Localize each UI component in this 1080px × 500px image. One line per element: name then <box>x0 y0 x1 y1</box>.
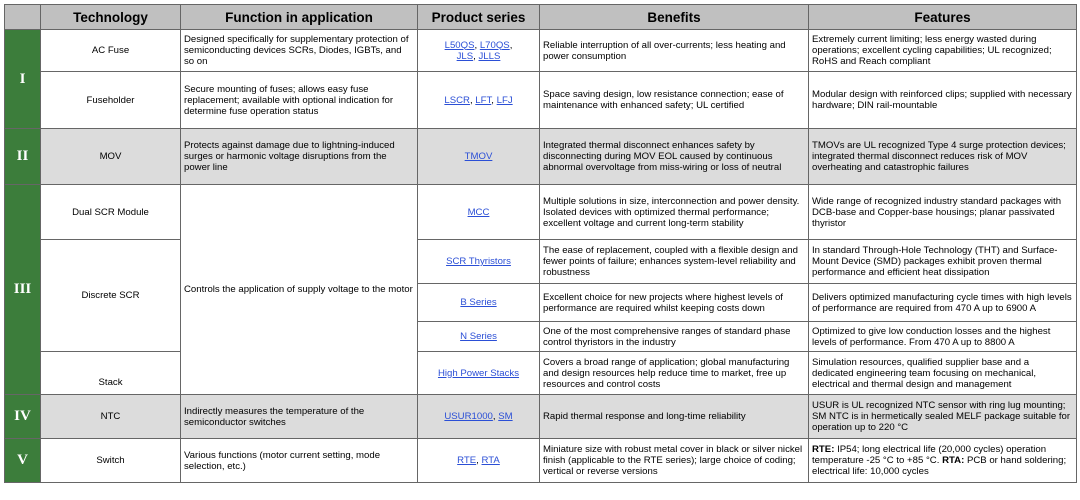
function-cell: Designed specifically for supplementary protection of semiconducting devices SCRs, Diodes, IGBTs, and so on <box>181 30 418 72</box>
series-link-lft[interactable]: LFT <box>475 94 492 106</box>
series-link-n-series[interactable]: N Series <box>460 331 497 342</box>
function-cell: Indirectly measures the temperature of the semiconductor switches <box>181 395 418 439</box>
table-row <box>5 395 1077 439</box>
product-table <box>4 4 1077 483</box>
roman-numeral-IV: IV <box>5 395 41 439</box>
benefits-cell: Excellent choice for new projects where highest levels of performance are required whilst keeping costs down <box>540 284 809 322</box>
technology-cell: Switch <box>41 439 181 483</box>
table-row <box>5 185 1077 240</box>
features-cell: USUR is UL recognized NTC sensor with ring lug mounting; SM NTC is in hermetically sealed MELF package suitable for operation up to 220 °C <box>809 395 1077 439</box>
features-cell: TMOVs are UL recognized Type 4 surge protection devices; integrated thermal disconnect reduces risk of MOV overheating and catastrophic failures <box>809 129 1077 185</box>
technology-cell: Discrete SCR <box>41 240 181 352</box>
series-link-sm[interactable]: SM <box>498 411 513 422</box>
technology-cell: Fuseholder <box>41 72 181 129</box>
benefits-cell: One of the most comprehensive ranges of standard phase control thyristors in the industry <box>540 322 809 352</box>
benefits-cell: The ease of replacement, coupled with a flexible design and fewer points of failure; enhances system-level reliability and robustness <box>540 240 809 284</box>
table-row <box>5 30 1077 72</box>
roman-numeral-I: I <box>5 30 41 129</box>
series-cell <box>418 240 540 284</box>
features-cell: Modular design with reinforced clips; supplied with necessary hardware; DIN rail-mountable <box>809 72 1077 129</box>
series-link-high-power-stacks[interactable]: High Power Stacks <box>437 367 520 379</box>
benefits-cell: Miniature size with robust metal cover in black or silver nickel finish (applicable to the RTE series); large choice of coding; vertical or reverse versions <box>540 439 809 483</box>
benefits-cell: Space saving design, low resistance connection; ease of maintenance with enhanced safety; UL certified <box>540 72 809 129</box>
series-cell <box>418 322 540 352</box>
series-cell <box>418 284 540 322</box>
features-cell: In standard Through-Hole Technology (THT) and Surface-Mount Device (SMD) packages exhibit proven thermal performance and efficient heat dissipation <box>809 240 1077 284</box>
benefits-cell: Reliable interruption of all over-currents; less heating and power consumption <box>540 30 809 72</box>
function-cell-shared: Controls the application of supply voltage to the motor <box>181 185 418 395</box>
features-text-rta: PCB or hand soldering; electrical life: 10,000 cycles <box>812 455 1067 477</box>
technology-cell: MOV <box>41 129 181 185</box>
series-link-scr-thyristors[interactable]: SCR Thyristors <box>446 256 511 267</box>
table-row <box>5 72 1077 129</box>
table-row <box>5 439 1077 483</box>
technology-cell: Dual SCR Module <box>41 185 181 240</box>
series-link-rta[interactable]: RTA <box>481 455 500 466</box>
features-label-rta: RTA: <box>942 455 965 466</box>
table-row <box>5 352 1077 395</box>
table-row <box>5 240 1077 284</box>
features-label-rte: RTE: <box>812 444 835 455</box>
series-link-usur1000[interactable]: USUR1000 <box>444 411 493 422</box>
series-cell: L50QS, L70QS, JLS, JLLS <box>418 30 540 72</box>
series-cell <box>418 352 540 395</box>
header-benefits: Benefits <box>540 5 809 30</box>
features-cell: Delivers optimized manufacturing cycle times with high levels of performance are required from 470 A up to 6900 A <box>809 284 1077 322</box>
technology-cell: NTC <box>41 395 181 439</box>
features-cell <box>809 439 1077 483</box>
series-link-jls[interactable]: JLS <box>456 50 474 62</box>
features-cell: Wide range of recognized industry standard packages with DCB-base and Copper-base housings; planar passivated thyristor <box>809 185 1077 240</box>
series-link-b-series[interactable]: B Series <box>460 297 497 308</box>
technology-cell: Stack <box>41 352 181 395</box>
series-cell: LSCR, LFT, LFJ <box>418 72 540 129</box>
series-cell: USUR1000, SM <box>418 395 540 439</box>
function-cell: Protects against damage due to lightning-induced surges or harmonic voltage disruptions from the power line <box>181 129 418 185</box>
series-link-tmov[interactable]: TMOV <box>464 151 493 162</box>
series-link-l50qs[interactable]: L50QS <box>444 39 475 51</box>
roman-numeral-II: II <box>5 129 41 185</box>
header-features: Features <box>809 5 1077 30</box>
header-series: Product series <box>418 5 540 30</box>
series-cell: RTE, RTA <box>418 439 540 483</box>
features-cell: Simulation resources, qualified supplier base and a dedicated engineering team focusing on mechanical, electrical and thermal design and management <box>809 352 1077 395</box>
benefits-cell: Covers a broad range of application; global manufacturing and design resources help reduce time to market, free up resources and control costs <box>540 352 809 395</box>
benefits-cell: Integrated thermal disconnect enhances safety by disconnecting during MOV EOL caused by continuous abnormal overvoltage from miss-wiring or loss of neutral <box>540 129 809 185</box>
series-link-jlls[interactable]: JLLS <box>478 50 501 62</box>
series-link-lscr[interactable]: LSCR <box>444 94 470 106</box>
table-row <box>5 129 1077 185</box>
features-cell: Extremely current limiting; less energy wasted during operations; excellent cycling capabilities; UL recognized; RoHS and Reach compliant <box>809 30 1077 72</box>
header-technology: Technology <box>41 5 181 30</box>
features-text-rte: IP54; long electrical life (20,000 cycles) operation temperature -25 °C to +85 °C. <box>812 444 1047 466</box>
benefits-cell: Rapid thermal response and long-time reliability <box>540 395 809 439</box>
benefits-cell: Multiple solutions in size, interconnection and power density. Isolated devices with optimized thermal performance; excellent voltage and current long-term stability <box>540 185 809 240</box>
header-row <box>5 5 1077 30</box>
technology-cell: AC Fuse <box>41 30 181 72</box>
series-link-lfj[interactable]: LFJ <box>496 94 513 106</box>
series-link-l70qs[interactable]: L70QS <box>479 39 510 51</box>
features-cell: Optimized to give low conduction losses and the highest levels of performance. From 470 A up to 8800 A <box>809 322 1077 352</box>
roman-numeral-V: V <box>5 439 41 483</box>
series-link-mcc[interactable]: MCC <box>467 206 490 218</box>
series-cell <box>418 129 540 185</box>
roman-numeral-III: III <box>5 185 41 395</box>
header-function: Function in application <box>181 5 418 30</box>
series-cell <box>418 185 540 240</box>
series-link-rte[interactable]: RTE <box>457 455 477 466</box>
function-cell: Various functions (motor current setting, mode selection, etc.) <box>181 439 418 483</box>
function-cell: Secure mounting of fuses; allows easy fuse replacement; available with optional indication for determine fuse operation status <box>181 72 418 129</box>
header-blank-cell <box>5 5 41 30</box>
